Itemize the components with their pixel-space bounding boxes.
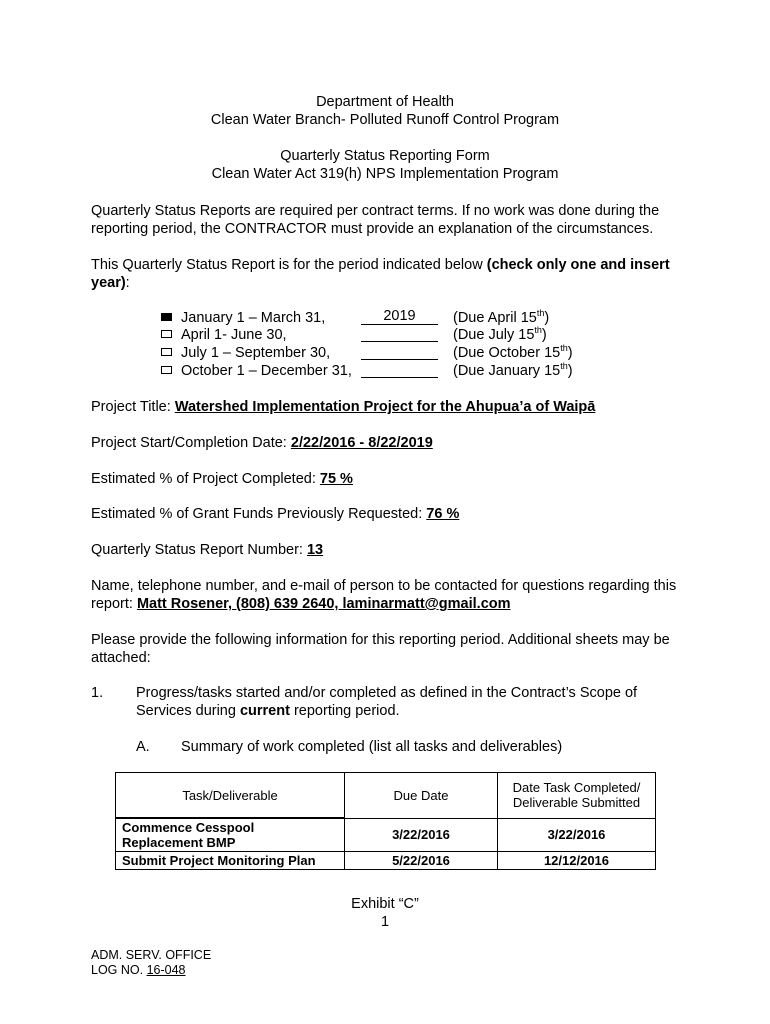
due-text-q1: (Due April 15 xyxy=(453,310,537,326)
project-completed-label: Estimated % of Project Completed: xyxy=(91,471,320,487)
grant-funds-line xyxy=(91,505,691,523)
exhibit-label: Exhibit “C” xyxy=(351,896,419,912)
checkbox-q3[interactable] xyxy=(161,348,172,356)
table-cell-completed: 12/12/2016 xyxy=(498,852,656,870)
period-text: This Quarterly Status Report is for the period indicated below xyxy=(91,257,487,273)
table-header-cell: Due Date xyxy=(345,773,498,819)
period-label-q3: July 1 – September 30, xyxy=(181,345,331,361)
project-title-label: Project Title: xyxy=(91,399,175,415)
item-1-text-b: reporting period. xyxy=(289,703,400,719)
table-header-row xyxy=(116,773,656,819)
project-title-line xyxy=(91,398,691,416)
item-1-text-a: Progress/tasks started and/or completed as defined in the Contract’s Scope of Services during xyxy=(136,685,638,719)
table-header-cell: Task/Deliverable xyxy=(116,773,345,819)
project-dates-label: Project Start/Completion Date: xyxy=(91,435,291,451)
due-date-q2 xyxy=(453,326,547,344)
item-1-number: 1. xyxy=(91,685,104,701)
footer-log-label: LOG NO. xyxy=(91,963,147,977)
contact-value: Matt Rosener, (808) 639 2640, laminarmatt@gmail.com xyxy=(136,596,511,612)
table-cell-completed: 3/22/2016 xyxy=(498,818,656,852)
period-label-q4: October 1 – December 31, xyxy=(181,363,352,379)
project-title-value: Watershed Implementation Project for the Ahupua’a of Waipā xyxy=(174,399,596,415)
year-field-q2[interactable] xyxy=(361,326,438,342)
report-number-label: Quarterly Status Report Number: xyxy=(91,542,307,558)
period-label-q2: April 1- June 30, xyxy=(181,327,287,343)
due-date-q4 xyxy=(453,362,573,380)
due-date-q3 xyxy=(453,344,573,362)
item-1-text xyxy=(136,684,676,720)
table-row xyxy=(116,852,656,870)
due-text-q2: (Due July 15 xyxy=(453,327,535,343)
footer-office: ADM. SERV. OFFICE xyxy=(91,948,212,962)
checkbox-q2[interactable] xyxy=(161,330,172,338)
grant-funds-label: Estimated % of Grant Funds Previously Requested: xyxy=(91,506,427,522)
due-text-q3: (Due October 15 xyxy=(453,345,561,361)
contact-label: Name, telephone number, and e-mail of person to be contacted for questions regarding this report: xyxy=(91,578,677,612)
department-title: Department of Health xyxy=(316,94,454,110)
item-1-text-bold: current xyxy=(239,703,290,719)
tasks-table xyxy=(115,772,656,870)
period-option-q3[interactable] xyxy=(161,344,621,362)
project-dates-line xyxy=(91,434,691,452)
report-number-value: 13 xyxy=(306,542,324,558)
due-end-q2: ) xyxy=(541,327,547,343)
table-cell-task: Submit Project Monitoring Plan xyxy=(116,852,345,870)
period-colon: : xyxy=(125,275,130,291)
year-field-q1[interactable]: 2019 xyxy=(361,309,438,325)
project-completed-line xyxy=(91,470,691,488)
due-sup-q2: th xyxy=(534,325,542,336)
period-option-q2[interactable] xyxy=(161,326,621,344)
grant-funds-value: 76 % xyxy=(426,506,460,522)
report-number-line xyxy=(91,541,691,559)
footer-log-value: 16-048 xyxy=(146,963,186,977)
due-sup-q4: th xyxy=(560,361,568,372)
period-option-q1[interactable] xyxy=(161,309,621,327)
table-cell-task: Commence Cesspool Replacement BMP xyxy=(116,818,345,852)
branch-title: Clean Water Branch- Polluted Runoff Control Program xyxy=(210,112,560,128)
table-header-cell: Date Task Completed/ Deliverable Submitted xyxy=(498,773,656,819)
due-end-q3: ) xyxy=(567,345,573,361)
page-number: 1 xyxy=(380,914,390,930)
contact-line xyxy=(91,577,691,613)
due-sup-q1: th xyxy=(536,308,545,319)
project-completed-value: 75 % xyxy=(319,471,353,487)
period-option-q4[interactable] xyxy=(161,362,621,380)
table-row xyxy=(116,818,656,852)
year-field-q3[interactable] xyxy=(361,344,438,360)
checkbox-q1[interactable] xyxy=(161,313,172,321)
subitem-a-text: Summary of work completed (list all tasks and deliverables) xyxy=(181,739,563,755)
table-cell-due: 3/22/2016 xyxy=(345,818,498,852)
due-text-q4: (Due January 15 xyxy=(453,363,561,379)
due-sup-q3: th xyxy=(560,343,568,354)
form-title: Quarterly Status Reporting Form xyxy=(280,148,490,164)
instructions-paragraph: Please provide the following information for this reporting period. Additional sheets may be attached: xyxy=(91,632,670,666)
year-field-q4[interactable] xyxy=(361,362,438,378)
due-end-q1: ) xyxy=(544,310,550,326)
checkbox-q4[interactable] xyxy=(161,366,172,374)
table-cell-due: 5/22/2016 xyxy=(345,852,498,870)
program-title: Clean Water Act 319(h) NPS Implementation Program xyxy=(211,166,559,182)
period-bold-note: (check only one and insert year) xyxy=(91,257,670,291)
intro-paragraph: Quarterly Status Reports are required per contract terms. If no work was done during the reporting period, the CONTRACTOR must provide an explanation of the circumstances. xyxy=(91,203,660,237)
subitem-a-letter: A. xyxy=(136,739,150,755)
period-instruction xyxy=(91,256,691,292)
period-label-q1: January 1 – March 31, xyxy=(181,310,326,326)
footer-log xyxy=(91,963,186,978)
project-dates-value: 2/22/2016 - 8/22/2019 xyxy=(290,435,433,451)
due-end-q4: ) xyxy=(567,363,573,379)
